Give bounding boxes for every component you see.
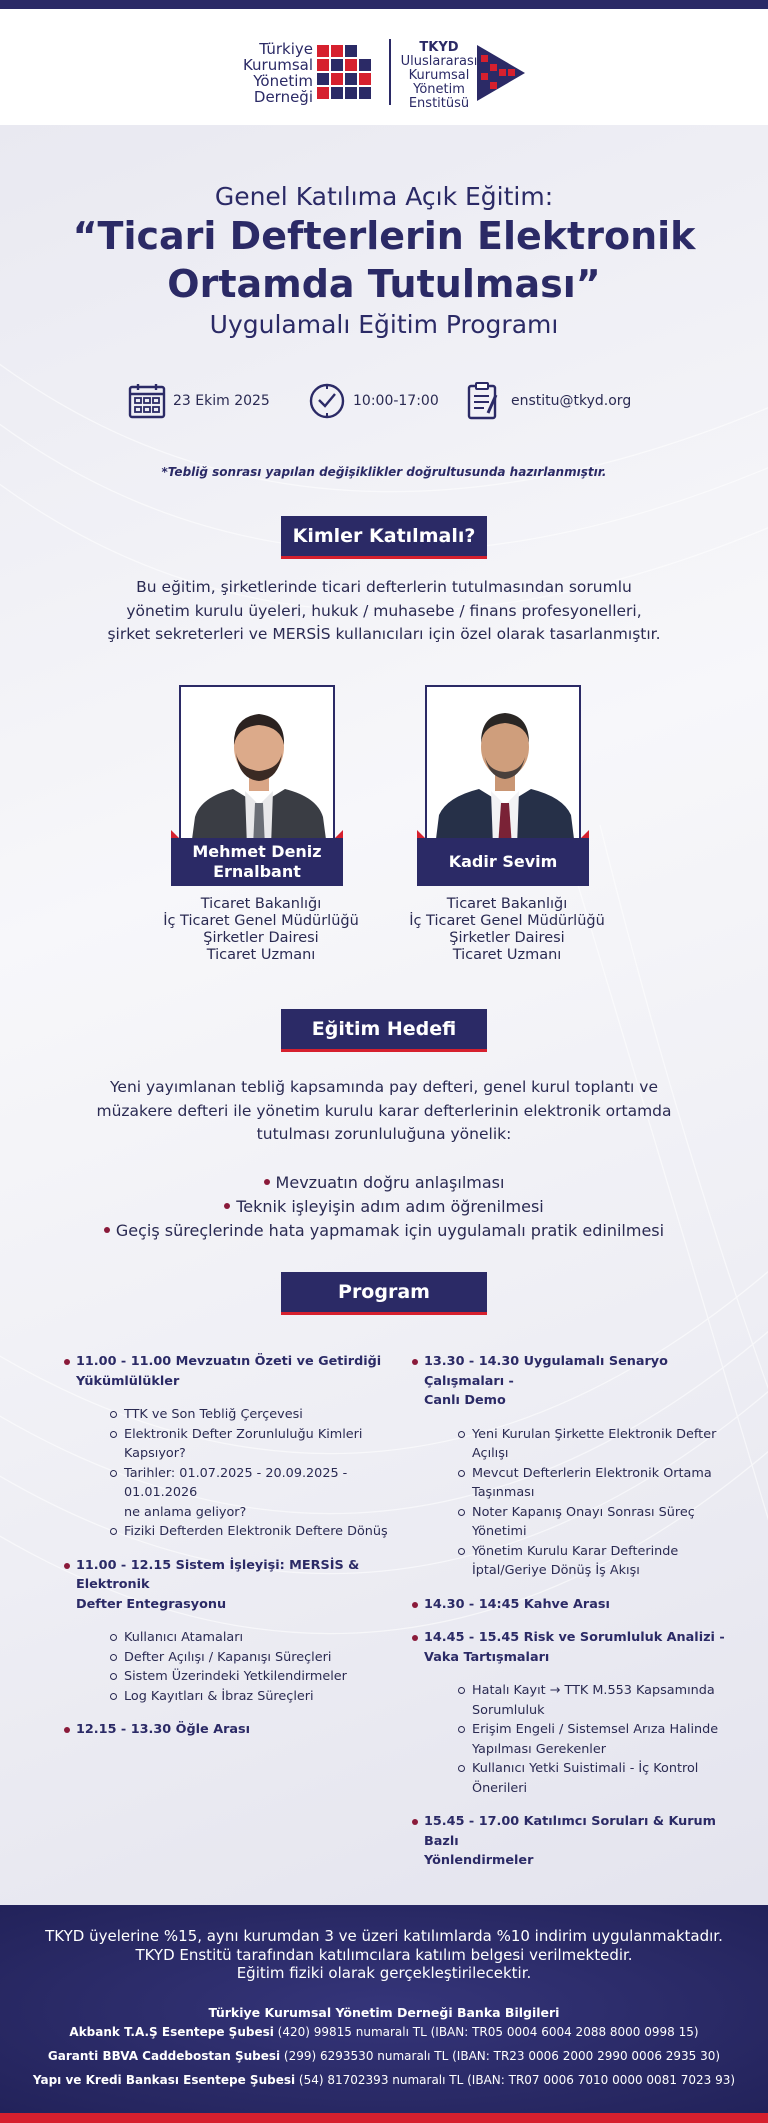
speaker-name-1: Mehmet Deniz Ernalbant	[171, 838, 343, 886]
logo-right-text: TKYD Uluslararası Kurumsal Yönetim Enstitüsü	[400, 40, 478, 111]
list-item: Erişim Engeli / Sistemsel Arıza Halinde Yapılması Gerekenler	[458, 1720, 740, 1759]
time-text: 10:00-17:00	[353, 393, 439, 409]
top-accent-bar	[0, 0, 768, 9]
bank-info-title: Türkiye Kurumsal Yönetim Derneği Banka Bilgileri	[208, 2004, 560, 2020]
date-text: 23 Ekim 2025	[173, 393, 270, 409]
list-item: Yeni Kurulan Şirkette Elektronik Defter Açılışı	[458, 1425, 740, 1464]
title-subtitle: Uygulamalı Eğitim Programı	[209, 310, 559, 339]
note-text: *Tebliğ sonrası yapılan değişiklikler doğrultusunda hazırlanmıştır.	[161, 465, 607, 479]
program-slot: 11.00 - 11.00 Mevzuatın Özeti ve Getirdiği Yükümlülükler	[62, 1352, 402, 1391]
program-sublist	[458, 1681, 740, 1798]
tkyd-dernek-logo[interactable]	[240, 39, 375, 109]
title-prefix: Genel Katılıma Açık Eğitim:	[214, 182, 554, 211]
tkyd-enstitu-logo[interactable]	[398, 39, 528, 109]
program-sublist	[458, 1425, 740, 1581]
list-item: Sistem Üzerindeki Yetkilendirmeler	[110, 1667, 402, 1687]
list-item: Defter Açılışı / Kapanışı Süreçleri	[110, 1648, 402, 1668]
email-info[interactable]	[466, 380, 631, 422]
email-link[interactable]: enstitu@tkyd.org	[511, 393, 632, 409]
list-item: Tarihler: 01.07.2025 - 20.09.2025 - 01.01.2026 ne anlama geliyor?	[110, 1464, 402, 1523]
time-info	[308, 380, 439, 422]
bottom-accent-bar	[0, 2113, 768, 2123]
list-item: Hatalı Kayıt → TTK M.553 Kapsamında Sorumluluk	[458, 1681, 740, 1720]
logo-triangle-icon	[477, 45, 525, 101]
list-item: Mevzuatın doğru anlaşılması	[60, 1171, 708, 1195]
program-slot: 15.45 - 17.00 Katılımcı Soruları & Kurum Bazlı Yönlendirmeler	[410, 1812, 740, 1871]
program-slot: 14.30 - 14:45 Kahve Arası	[410, 1595, 740, 1615]
bank-row: Akbank T.A.Ş Esentepe Şubesi (420) 99815 numaralı TL (IBAN: TR05 0004 6004 2088 8000 0998 15)	[69, 2024, 699, 2039]
list-item: Yönetim Kurulu Karar Defterinde İptal/Geriye Dönüş İş Akışı	[458, 1542, 740, 1581]
program-slot: 12.15 - 13.30 Öğle Arası	[62, 1720, 402, 1740]
list-item: Log Kayıtları & İbraz Süreçleri	[110, 1687, 402, 1707]
speaker-name-2: Kadir Sevim	[417, 838, 589, 886]
bank-row: Garanti BBVA Caddebostan Şubesi (299) 6293530 numaralı TL (IBAN: TR23 0006 2000 2990 0006 2935 30)	[47, 2048, 721, 2063]
logo-grid-icon	[317, 45, 373, 101]
program-column-right	[410, 1352, 740, 1885]
footer-discount: TKYD üyelerine %15, aynı kurumdan 3 ve üzeri katılımlarda %10 indirim uygulanmaktadır.	[45, 1927, 723, 1945]
program-slot: 13.30 - 14.30 Uygulamalı Senaryo Çalışmaları - Canlı Demo	[410, 1352, 740, 1411]
header	[0, 9, 768, 125]
calendar-icon	[128, 382, 166, 420]
list-item: Mevcut Defterlerin Elektronik Ortama Taşınması	[458, 1464, 740, 1503]
clipboard-icon	[466, 381, 504, 421]
footer-format: Eğitim fiziki olarak gerçekleştirilecektir.	[236, 1964, 532, 1982]
program-slot: 11.00 - 12.15 Sistem İşleyişi: MERSİS & Elektronik Defter Entegrasyonu	[62, 1556, 402, 1615]
program-sublist	[110, 1628, 402, 1706]
goal-heading: Eğitim Hedefi	[281, 1009, 487, 1052]
logo-divider	[389, 39, 391, 105]
program-slot: 14.45 - 15.45 Risk ve Sorumluluk Analizi - Vaka Tartışmaları	[410, 1628, 740, 1667]
list-item: Fiziki Defterden Elektronik Deftere Dönüş	[110, 1522, 402, 1542]
logo-left-text: Türkiye Kurumsal Yönetim Derneği	[242, 40, 313, 106]
speaker-photo-1	[179, 685, 335, 845]
list-item: Teknik işleyişin adım adım öğrenilmesi	[60, 1195, 708, 1219]
date-info	[128, 380, 270, 422]
speaker-2-portrait	[427, 687, 581, 845]
program-heading: Program	[281, 1272, 487, 1315]
speaker-1-portrait	[181, 687, 335, 845]
who-heading: Kimler Katılmalı?	[281, 516, 487, 559]
list-item: Noter Kapanış Onayı Sonrası Süreç Yönetimi	[458, 1503, 740, 1542]
list-item: Kullanıcı Yetki Suistimali - İç Kontrol Önerileri	[458, 1759, 740, 1798]
program-column-left	[62, 1352, 402, 1754]
list-item: Geçiş süreçlerinde hata yapmamak için uygulamalı pratik edinilmesi	[60, 1219, 708, 1243]
footer-certificate: TKYD Enstitü tarafından katılımcılara katılım belgesi verilmektedir.	[135, 1945, 633, 1964]
program-sublist	[110, 1405, 402, 1542]
goal-text: Yeni yayımlanan tebliğ kapsamında pay defteri, genel kurul toplantı ve müzakere defteri ile yönetim kurulu karar defterlerinin elektronik ortamda tutulması zorunluluğuna yönelik:	[96, 1078, 672, 1143]
speaker-role-1: Ticaret Bakanlığı İç Ticaret Genel Müdürlüğü Şirketler Dairesi Ticaret Uzmanı	[163, 896, 359, 963]
list-item: TTK ve Son Tebliğ Çerçevesi	[110, 1405, 402, 1425]
who-text: Bu eğitim, şirketlerinde ticari defterlerin tutulmasından sorumlu yönetim kurulu üyeleri, hukuk / muhasebe / finans profesyonelleri, şirket sekreterleri ve MERSİS kullanıcıları için özel olarak tasarlanmıştır.	[107, 578, 661, 643]
list-item: Elektronik Defter Zorunluluğu Kimleri Kapsıyor?	[110, 1425, 402, 1464]
bank-row: Yapı ve Kredi Bankası Esentepe Şubesi (54) 81702393 numaralı TL (IBAN: TR07 0006 7010 0000 0081 7023 93)	[32, 2072, 736, 2087]
speaker-role-2: Ticaret Bakanlığı İç Ticaret Genel Müdürlüğü Şirketler Dairesi Ticaret Uzmanı	[409, 896, 605, 963]
clock-icon	[308, 382, 346, 420]
goal-list	[60, 1171, 708, 1243]
page-title: “Ticari Defterlerin Elektronik Ortamda Tutulması”	[72, 214, 696, 306]
footer	[0, 1905, 768, 2113]
list-item: Kullanıcı Atamaları	[110, 1628, 402, 1648]
speaker-photo-2	[425, 685, 581, 845]
